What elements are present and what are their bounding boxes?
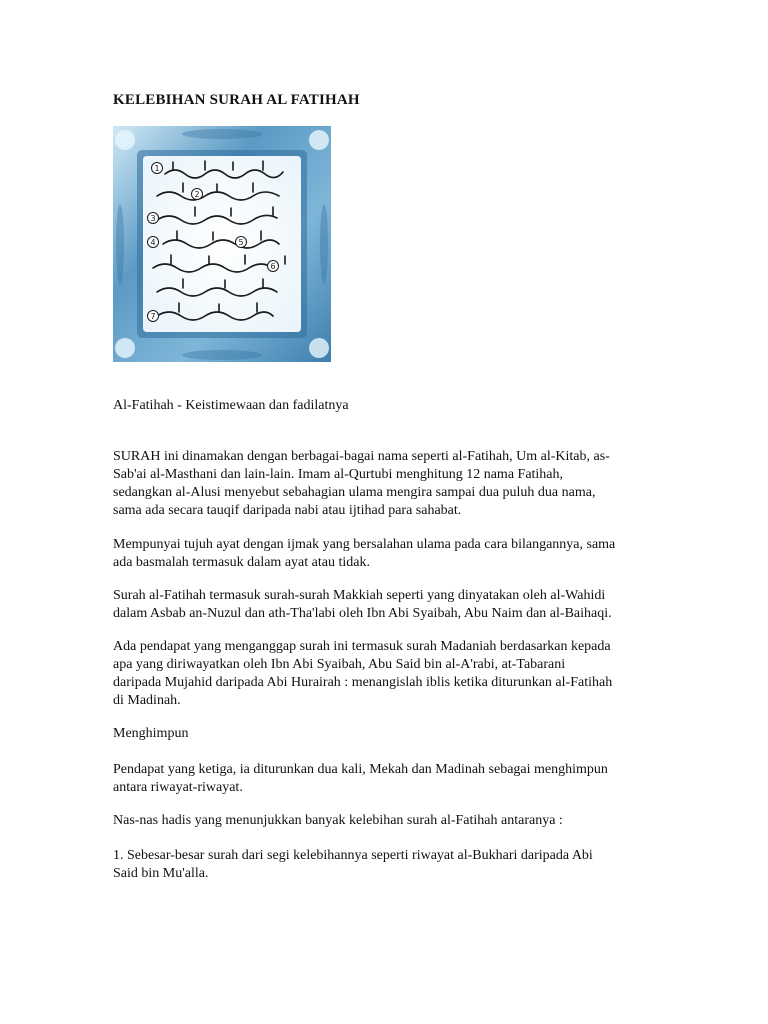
svg-text:6: 6 — [270, 262, 276, 271]
text-line: Surah al-Fatihah termasuk surah-surah Makkiah seperti yang dinyatakan oleh al-Wahidi — [113, 588, 606, 603]
paragraph-third-opinion — [113, 761, 663, 797]
verse-marker-3 — [148, 213, 159, 224]
text-line: apa yang diriwayatkan oleh Ibn Abi Syaibah, Abu Said bin al-A'rabi, at-Tabarani — [113, 657, 566, 672]
page-title: KELEBIHAN SURAH AL FATIHAH — [113, 92, 360, 108]
paragraph-makkiah — [113, 587, 663, 623]
text-line: Ada pendapat yang menganggap surah ini termasuk surah Madaniah berdasarkan kepada — [113, 639, 611, 654]
svg-text:3: 3 — [150, 214, 156, 223]
paragraph-madaniah — [113, 638, 663, 710]
verse-marker-1 — [152, 163, 163, 174]
svg-text:4: 4 — [150, 238, 156, 247]
paragraph-names-of-surah — [113, 448, 663, 520]
quran-surah-image — [113, 126, 331, 362]
text-line: SURAH ini dinamakan dengan berbagai-bagai nama seperti al-Fatihah, Um al-Kitab, as- — [113, 449, 610, 464]
svg-text:5: 5 — [238, 238, 244, 247]
text-line: di Madinah. — [113, 693, 181, 708]
text-line: ada basmalah termasuk dalam ayat atau tidak. — [113, 555, 370, 570]
text-line: daripada Mujahid daripada Abi Hurairah : menangislah iblis ketika diturunkan al-Fatihah — [113, 675, 613, 690]
svg-text:2: 2 — [194, 190, 200, 199]
verse-marker-7 — [148, 311, 159, 322]
text-line: sama ada secara tauqif daripada nabi atau ijtihad para sahabat. — [113, 503, 462, 518]
text-line: dalam Asbab an-Nuzul dan ath-Tha'labi oleh Ibn Abi Syaibah, Abu Naim dan al-Baihaqi. — [113, 606, 612, 621]
verse-marker-6 — [268, 261, 279, 272]
text-line: antara riwayat-riwayat. — [113, 780, 243, 795]
verse-marker-4 — [148, 237, 159, 248]
paragraph-menghimpun-heading — [113, 725, 663, 743]
text-line: Pendapat yang ketiga, ia diturunkan dua kali, Mekah dan Madinah sebagai menghimpun — [113, 762, 608, 777]
paragraph-hadith-intro — [113, 812, 663, 830]
text-line: 1. Sebesar-besar surah dari segi kelebihannya seperti riwayat al-Bukhari daripada Abi — [113, 848, 593, 863]
text-line: Sab'ai al-Masthani dan lain-lain. Imam al-Qurtubi menghitung 12 nama Fatihah, — [113, 467, 564, 482]
text-line: Said bin Mu'alla. — [113, 866, 209, 881]
quran-al-fatihah-icon — [113, 126, 331, 362]
text-line: sedangkan al-Alusi menyebut sebahagian ulama mengira sampai dua puluh dua nama, — [113, 485, 596, 500]
text-line: Nas-nas hadis yang menunjukkan banyak kelebihan surah al-Fatihah antaranya : — [113, 813, 563, 828]
verse-marker-5 — [236, 237, 247, 248]
text-line: Mempunyai tujuh ayat dengan ijmak yang bersalahan ulama pada cara bilangannya, sama — [113, 537, 616, 552]
subtitle: Al-Fatihah - Keistimewaan dan fadilatnya — [113, 398, 349, 413]
verse-marker-2 — [192, 189, 203, 200]
text-line: Menghimpun — [113, 726, 189, 741]
svg-text:1: 1 — [154, 164, 160, 173]
svg-text:7: 7 — [150, 312, 156, 321]
paragraph-seven-verses — [113, 536, 663, 572]
paragraph-list-item-1 — [113, 847, 663, 883]
